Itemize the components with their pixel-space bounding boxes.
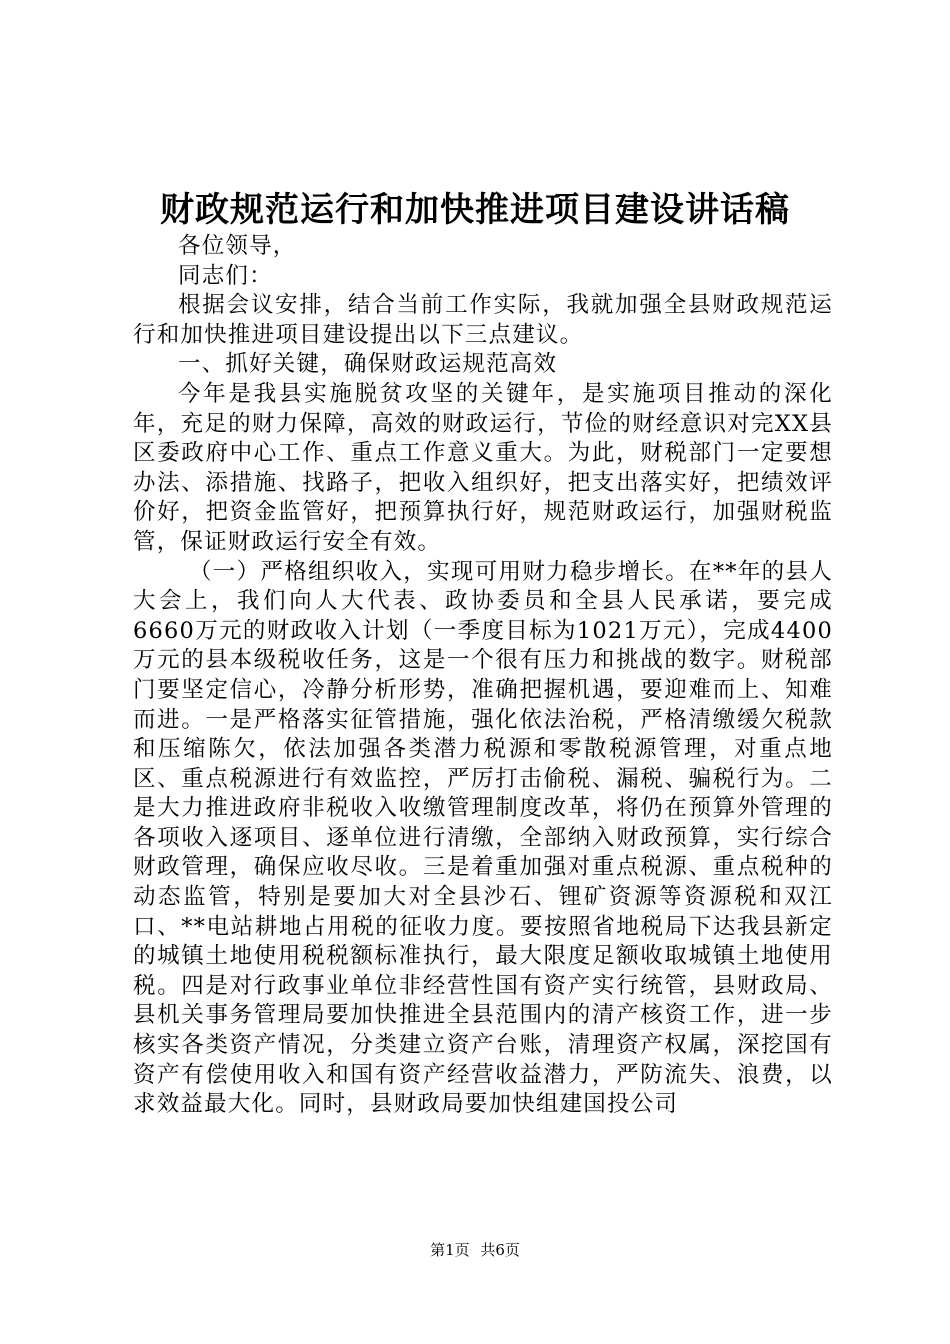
document-body [133,232,833,1120]
page-total: 共6页 [480,1241,520,1259]
salutation-leaders: 各位领导， [178,233,297,259]
body-paragraph: 今年是我县实施脱贫攻坚的关键年，是实施项目推动的深化年，充足的财力保障，高效的财政运行，节俭的财经意识对完XX县区委政府中心工作、重点工作意义重大。为此，财税部门一定要想办法、添措施、找路子，把收入组织好，把支出落实好，把绩效评价好，把资金监管好，把预算执行好，规范财政运行，加强财税监管，保证财政运行安全有效。 [133,380,833,555]
document-title: 财政规范运行和加快推进项目建设讲话稿 [160,190,790,230]
salutation-comrades: 同志们： [178,262,273,289]
intro-paragraph: 根据会议安排，结合当前工作实际，我就加强全县财政规范运行和加快推进项目建设提出以下三点建议。 [133,292,833,348]
section-heading-1: 一、抓好关键，确保财政运规范高效 [178,351,558,378]
page-footer [0,1240,950,1260]
page-number: 第1页 [430,1241,470,1259]
body-paragraph-subsection-1: （一）严格组织收入，实现可用财力稳步增长。在**年的县人大会上，我们向人大代表、政协委员和全县人民承诺，要完成6660万元的财政收入计划（一季度目标为1021万元），完成4400万元的县本级税收任务，这是一个很有压力和挑战的数字。财税部门要坚定信心，冷静分析形势，准确把握机遇，要迎难而上、知难而进。一是严格落实征管措施，强化依法治税，严格清缴缓欠税款和压缩陈欠，依法加强各类潜力税源和零散税源管理，对重点地区、重点税源进行有效监控，严厉打击偷税、漏税、骗税行为。二是大力推进政府非税收入收缴管理制度改革，将仍在预算外管理的各项收入逐项目、逐单位进行清缴，全部纳入财政预算，实行综合财政管理，确保应收尽收。三是着重加强对重点税源、重点税种的动态监管，特别是要加大对全县沙石、锂矿资源等资源税和双江口、**电站耕地占用税的征收力度。要按照省地税局下达我县新定的城镇土地使用税税额标准执行，最大限度足额收取城镇土地使用税。四是对行政事业单位非经营性国有资产实行统管，县财政局、县机关事务管理局要加快推进全县范围内的清产核资工作，进一步核实各类资产情况，分类建立资产台账，清理资产权属，深挖国有资产有偿使用收入和国有资产经营收益潜力，严防流失、浪费，以求效益最大化。同时，县财政局要加快组建国投公司 [133,558,833,1118]
